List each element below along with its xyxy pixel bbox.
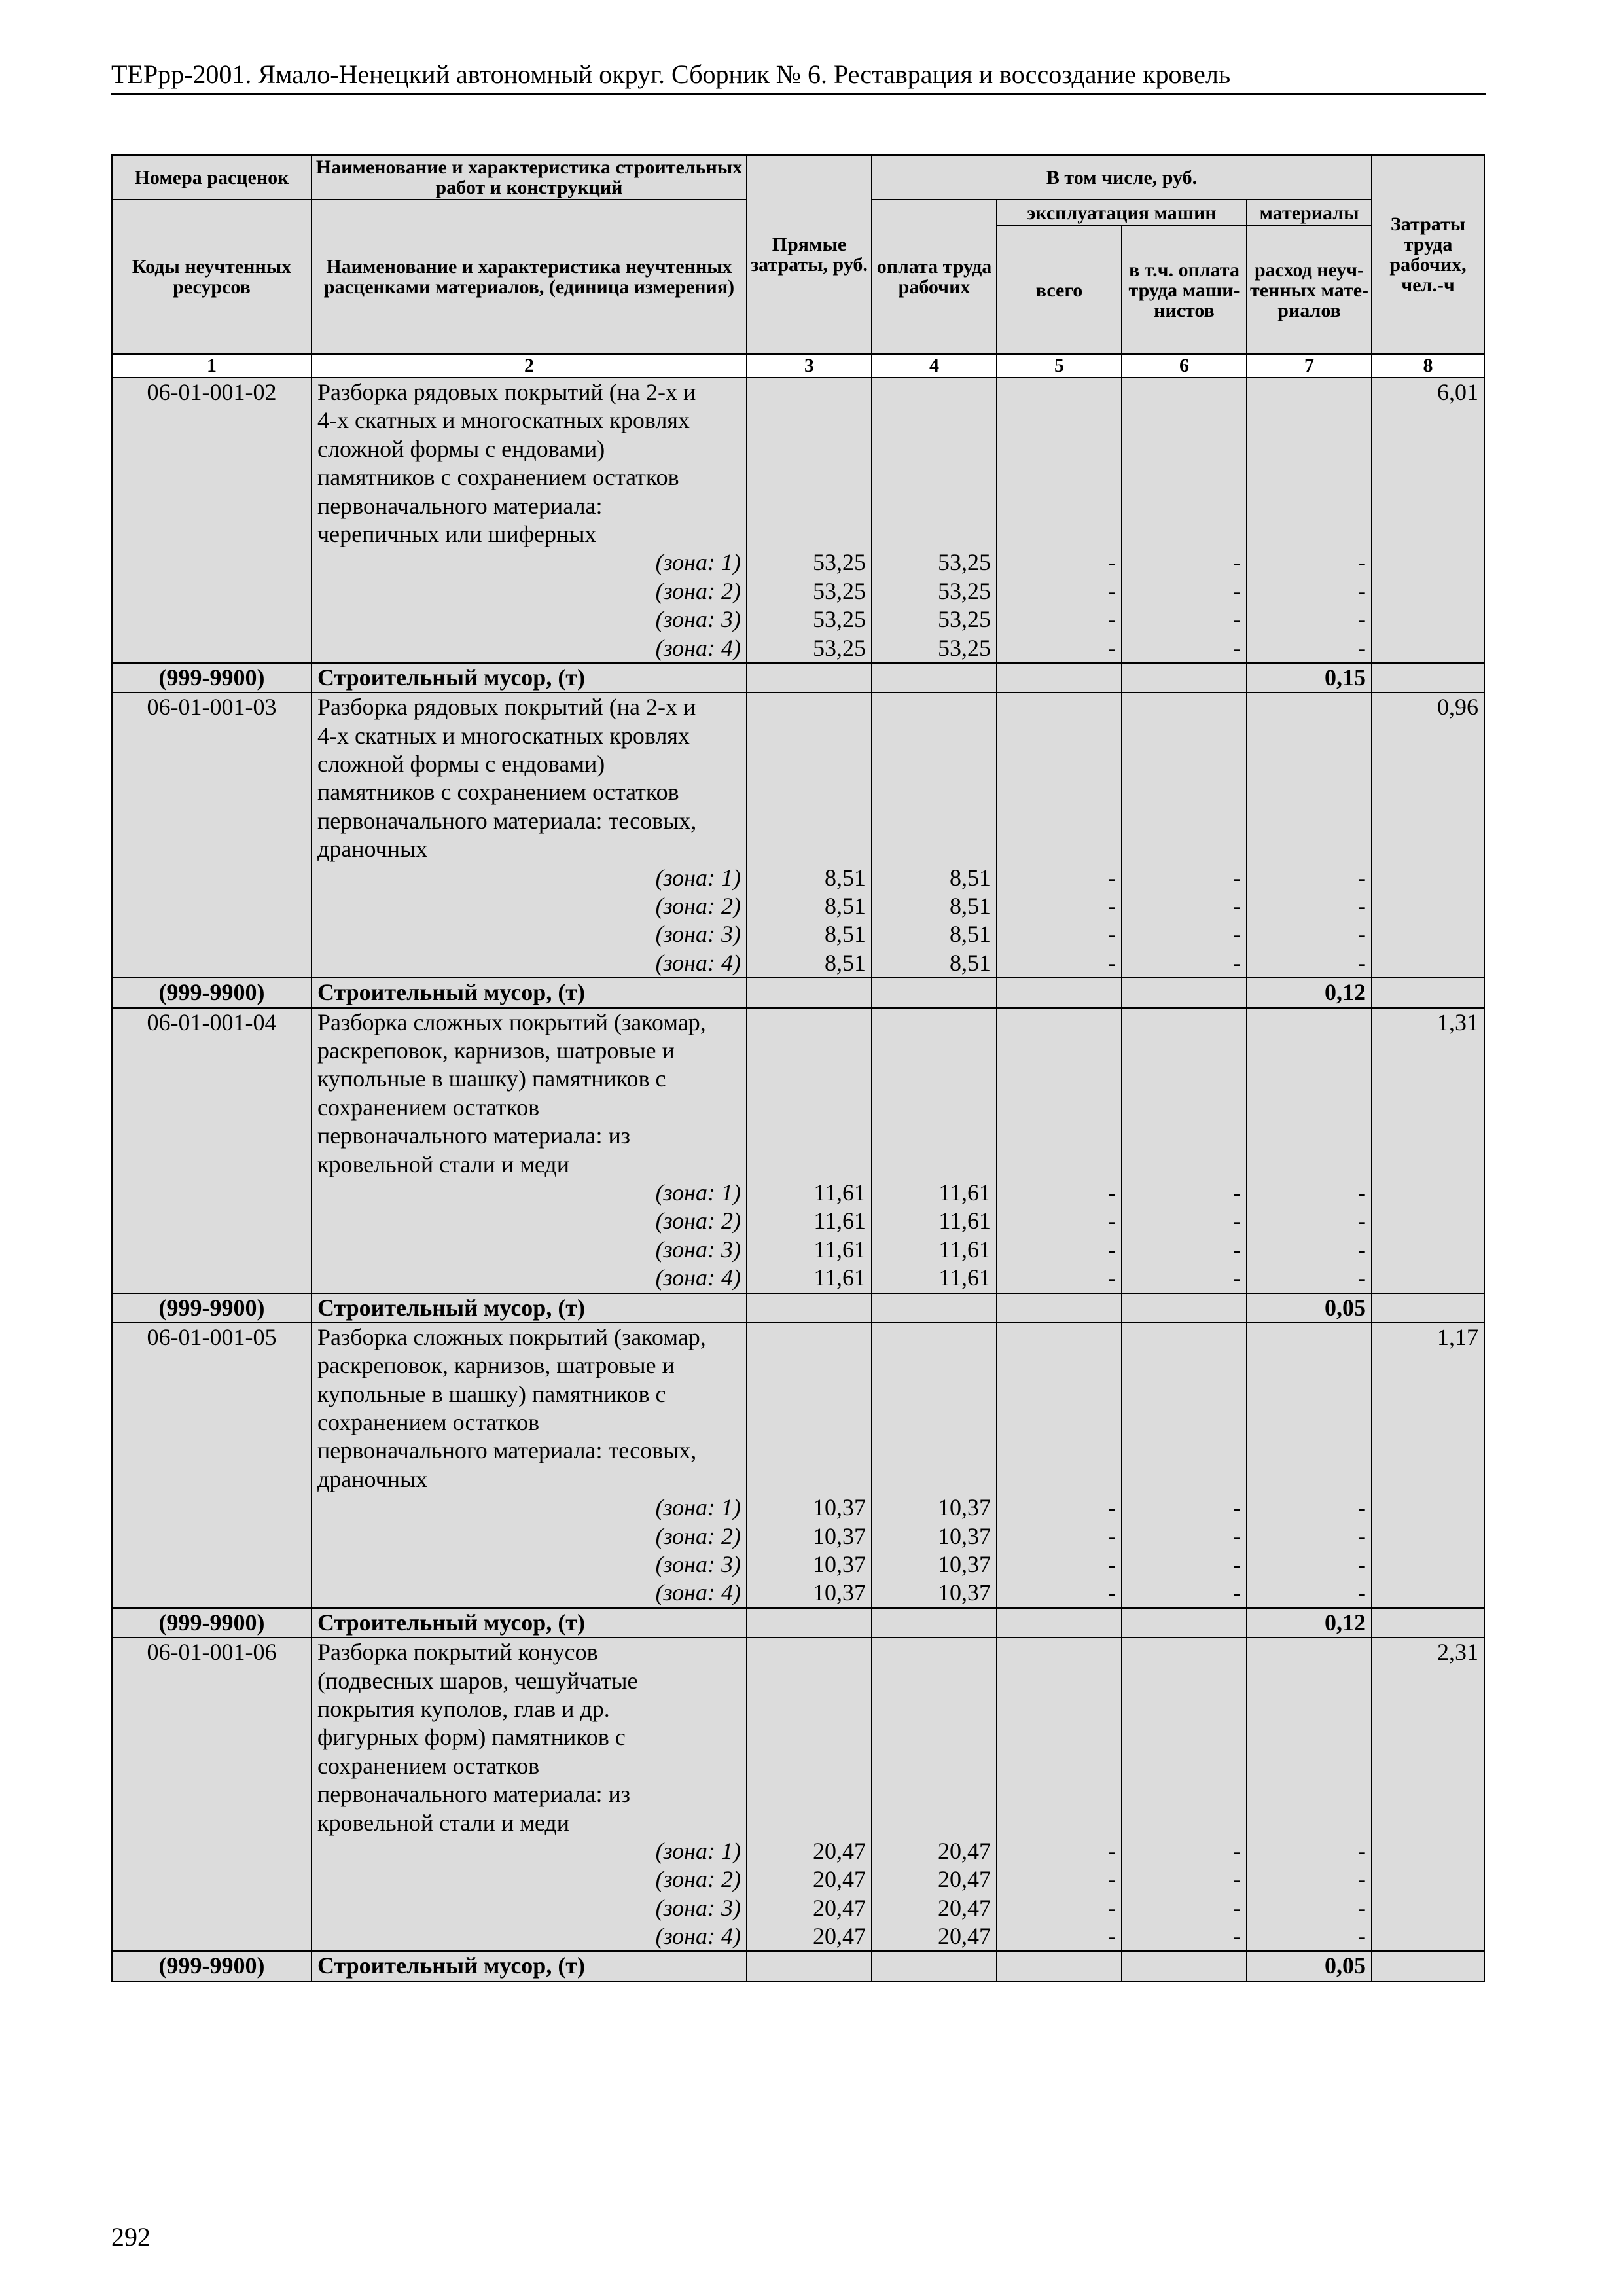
rate-description-line: фигурных форм) памятников с [317,1724,626,1751]
labor-costs-cell [1372,378,1484,663]
rate-description-line: первоначального материала: тесовых, [317,1437,697,1464]
resource-name-cell [312,1608,747,1638]
column-number: 8 [1372,354,1484,378]
worker-wage-value: 20,47 [938,1923,991,1950]
worker-wages-cell [872,1008,997,1293]
machines-total-cell [997,378,1122,663]
machinist-wage-value: - [1233,1236,1241,1263]
direct-cost-value: 20,47 [813,1894,866,1921]
resource-row [112,1293,1484,1323]
materials-value: - [1358,1837,1366,1864]
resource-amount-cell [1247,1608,1372,1638]
column-number: 4 [872,354,997,378]
materials-value: - [1358,1923,1366,1950]
rate-description-line: раскреповок, карнизов, шатровые и [317,1037,675,1064]
resource-name: Строительный мусор, (т) [317,1294,585,1321]
rate-description-line: сохранением остатков [317,1752,540,1779]
rate-description-cell [312,1323,747,1608]
machines-value: - [1108,1551,1116,1578]
table-row [112,378,1484,663]
machines-value: - [1108,1866,1116,1893]
worker-wage-value: 53,25 [938,549,991,576]
column-number: 3 [747,354,872,378]
materials-value: - [1358,549,1366,576]
resource-code-cell [112,978,312,1007]
resource-row [112,978,1484,1007]
machinist-wages-cell [1122,1008,1247,1293]
table-row [112,1638,1484,1951]
direct-costs-cell [747,1323,872,1608]
header-labor-costs: Затраты труда рабочих, чел.-ч [1372,155,1484,354]
rate-code: 06-01-001-04 [147,1009,277,1035]
worker-wage-value: 8,51 [950,921,991,948]
resource-code: (999-9900) [158,1294,265,1321]
worker-wage-value: 11,61 [938,1208,991,1234]
machinist-wage-value: - [1233,549,1241,576]
zone-label: (зона: 3) [655,1236,741,1263]
materials-value: - [1358,864,1366,891]
table-row [112,1323,1484,1608]
rate-description-line: 4-х скатных и многоскатных кровлях [317,407,690,434]
resource-code: (999-9900) [158,1952,265,1979]
zone-label: (зона: 4) [655,1579,741,1606]
machinist-wages-cell [1122,692,1247,978]
zone-label: (зона: 1) [655,864,741,891]
zone-label: (зона: 1) [655,1494,741,1521]
labor-costs-cell [1372,1008,1484,1293]
column-number: 1 [112,354,312,378]
machines-value: - [1108,1236,1116,1263]
machines-value: - [1108,949,1116,976]
zone-label: (зона: 2) [655,1866,741,1893]
machines-total-cell [997,692,1122,978]
rate-description-line: первоначального материала: из [317,1122,631,1149]
rate-description-line: Разборка рядовых покрытий (на 2-х и [317,694,696,721]
materials-value: - [1358,1208,1366,1234]
labor-costs-cell [1372,1638,1484,1951]
machines-value: - [1108,921,1116,948]
rate-description-line: Разборка сложных покрытий (закомар, [317,1323,706,1350]
materials-value: - [1358,921,1366,948]
rate-description-line: (подвесных шаров, чешуйчатые [317,1667,638,1694]
zone-label: (зона: 1) [655,1179,741,1206]
header-worker-wages: оплата труда рабочих [872,200,997,354]
rate-description-line: сохранением остатков [317,1409,540,1436]
direct-cost-value: 11,61 [813,1179,866,1206]
worker-wage-value: 20,47 [938,1894,991,1921]
table-row [112,692,1484,978]
resource-amount-cell [1247,1951,1372,1981]
zone-label: (зона: 3) [655,1551,741,1578]
zone-label: (зона: 2) [655,1208,741,1234]
resource-amount-cell [1247,663,1372,692]
direct-cost-value: 53,25 [813,606,866,633]
direct-cost-value: 20,47 [813,1923,866,1950]
resource-name-cell [312,663,747,692]
materials-value: - [1358,1894,1366,1921]
direct-cost-value: 20,47 [813,1837,866,1864]
table-row [112,1008,1484,1293]
rate-code: 06-01-001-06 [147,1639,277,1666]
rate-description-line: Разборка покрытий конусов [317,1639,598,1666]
resource-code: (999-9900) [158,664,265,691]
resource-code-cell [112,1951,312,1981]
materials-cell [1247,1323,1372,1608]
zone-label: (зона: 4) [655,1923,741,1950]
rate-description-cell [312,1008,747,1293]
rate-description-line: первоначального материала: [317,492,603,519]
rate-description-line: раскреповок, карнизов, шатровые и [317,1352,675,1379]
machines-value: - [1108,1923,1116,1950]
materials-cell [1247,1008,1372,1293]
rate-description-line: Разборка рядовых покрытий (на 2-х и [317,379,696,405]
table-body [112,378,1484,1981]
direct-costs-cell [747,692,872,978]
machinist-wage-value: - [1233,1179,1241,1206]
materials-cell [1247,692,1372,978]
worker-wage-value: 8,51 [950,864,991,891]
direct-cost-value: 10,37 [813,1494,866,1521]
worker-wages-cell [872,1323,997,1608]
resource-amount: 0,15 [1325,664,1366,691]
rate-description-line: кровельной стали и меди [317,1809,569,1836]
column-number: 6 [1122,354,1247,378]
zone-label: (зона: 1) [655,1837,741,1864]
worker-wage-value: 11,61 [938,1179,991,1206]
zone-label: (зона: 4) [655,1265,741,1291]
materials-value: - [1358,606,1366,633]
resource-code: (999-9900) [158,979,265,1006]
resource-code-cell [112,663,312,692]
zone-label: (зона: 4) [655,949,741,976]
materials-value: - [1358,949,1366,976]
machines-value: - [1108,577,1116,604]
direct-cost-value: 53,25 [813,634,866,661]
machinist-wage-value: - [1233,949,1241,976]
machines-total-cell [997,1638,1122,1951]
materials-value: - [1358,577,1366,604]
direct-costs-cell [747,1008,872,1293]
direct-cost-value: 11,61 [813,1236,866,1263]
materials-value: - [1358,1494,1366,1521]
materials-value: - [1358,1236,1366,1263]
machines-total-cell [997,1008,1122,1293]
worker-wages-cell [872,378,997,663]
resource-name-cell [312,978,747,1007]
machinist-wage-value: - [1233,1894,1241,1921]
resource-amount: 0,12 [1325,979,1366,1006]
price-table [111,154,1485,1982]
header-including-group: В том числе, руб. [872,155,1372,200]
direct-cost-value: 8,51 [825,921,866,948]
direct-cost-value: 53,25 [813,549,866,576]
labor-costs-value: 1,17 [1437,1323,1479,1350]
rate-code-cell [112,692,312,978]
rate-code: 06-01-001-03 [147,694,277,721]
machinist-wage-value: - [1233,1522,1241,1549]
machinist-wage-value: - [1233,864,1241,891]
direct-cost-value: 20,47 [813,1866,866,1893]
header-material-name: Наименование и характеристика неучтенных расценками материалов, (единица измерения) [312,200,747,354]
worker-wage-value: 20,47 [938,1837,991,1864]
worker-wage-value: 53,25 [938,606,991,633]
rate-description-line: 4-х скатных и многоскатных кровлях [317,722,690,749]
worker-wage-value: 8,51 [950,949,991,976]
resource-amount-cell [1247,1293,1372,1323]
labor-costs-cell [1372,1323,1484,1608]
machinist-wage-value: - [1233,577,1241,604]
rate-description-line: сложной формы с ендовами) [317,435,605,462]
worker-wage-value: 53,25 [938,577,991,604]
header-machinist-wages: в т.ч. оплата труда маши-нистов [1122,226,1247,354]
rate-description-line: покрытия куполов, глав и др. [317,1695,610,1722]
rate-description-line: сложной формы с ендовами) [317,751,605,778]
labor-costs-value: 0,96 [1437,694,1479,721]
header-materials-group: материалы [1247,200,1372,226]
worker-wage-value: 11,61 [938,1236,991,1263]
running-header: ТЕРрр-2001. Ямало-Ненецкий автономный округ. Сборник № 6. Реставрация и воссоздание кровель [111,58,1486,95]
resource-row [112,663,1484,692]
rate-description-line: сохранением остатков [317,1094,540,1121]
direct-cost-value: 10,37 [813,1551,866,1578]
materials-value: - [1358,1579,1366,1606]
machinist-wage-value: - [1233,1923,1241,1950]
machinist-wage-value: - [1233,1208,1241,1234]
resource-amount: 0,12 [1325,1609,1366,1636]
resource-code: (999-9900) [158,1609,265,1636]
materials-value: - [1358,1179,1366,1206]
rate-description-cell [312,1638,747,1951]
machinist-wage-value: - [1233,1579,1241,1606]
resource-name-cell [312,1293,747,1323]
worker-wage-value: 10,37 [938,1522,991,1549]
labor-costs-value: 1,31 [1437,1009,1479,1035]
zone-label: (зона: 2) [655,893,741,920]
machinist-wage-value: - [1233,1866,1241,1893]
resource-row [112,1951,1484,1981]
machinist-wages-cell [1122,378,1247,663]
rate-description-line: кровельной стали и меди [317,1151,569,1177]
direct-cost-value: 53,25 [813,577,866,604]
worker-wages-cell [872,1638,997,1951]
zone-label: (зона: 3) [655,1894,741,1921]
zone-label: (зона: 2) [655,577,741,604]
machinist-wage-value: - [1233,893,1241,920]
rate-description-line: памятников с сохранением остатков [317,779,679,806]
resource-row [112,1608,1484,1638]
rate-description-line: Разборка сложных покрытий (закомар, [317,1009,706,1035]
machines-value: - [1108,1208,1116,1234]
materials-cell [1247,378,1372,663]
rate-description-cell [312,378,747,663]
machines-value: - [1108,1579,1116,1606]
machines-value: - [1108,893,1116,920]
zone-label: (зона: 4) [655,634,741,661]
materials-value: - [1358,1866,1366,1893]
header-unaccounted-materials: расход неуч-тенных мате-риалов [1247,226,1372,354]
zone-label: (зона: 3) [655,606,741,633]
worker-wages-cell [872,692,997,978]
worker-wage-value: 53,25 [938,634,991,661]
machines-value: - [1108,549,1116,576]
machines-value: - [1108,1837,1116,1864]
direct-cost-value: 10,37 [813,1522,866,1549]
header-rate-numbers: Номера расценок [112,155,312,200]
labor-costs-value: 2,31 [1437,1639,1479,1666]
resource-code-cell [112,1293,312,1323]
materials-cell [1247,1638,1372,1951]
machinist-wage-value: - [1233,634,1241,661]
machinist-wage-value: - [1233,1551,1241,1578]
materials-value: - [1358,1522,1366,1549]
machinist-wages-cell [1122,1638,1247,1951]
machines-total-cell [997,1323,1122,1608]
resource-amount: 0,05 [1325,1294,1366,1321]
materials-value: - [1358,1551,1366,1578]
zone-label: (зона: 1) [655,549,741,576]
materials-value: - [1358,1265,1366,1291]
labor-costs-value: 6,01 [1437,379,1479,405]
rate-description-line: драночных [317,836,428,863]
rate-code-cell [112,1008,312,1293]
worker-wage-value: 11,61 [938,1265,991,1291]
column-number: 7 [1247,354,1372,378]
worker-wage-value: 10,37 [938,1494,991,1521]
machines-value: - [1108,606,1116,633]
direct-cost-value: 10,37 [813,1579,866,1606]
worker-wage-value: 20,47 [938,1866,991,1893]
rate-description-line: первоначального материала: из [317,1781,631,1808]
direct-cost-value: 8,51 [825,949,866,976]
rate-code: 06-01-001-05 [147,1323,277,1350]
rate-description-line: первоначального материала: тесовых, [317,807,697,834]
rate-code: 06-01-001-02 [147,379,277,405]
header-work-name: Наименование и характеристика строительных работ и конструкций [312,155,747,200]
labor-costs-cell [1372,692,1484,978]
rate-description-cell [312,692,747,978]
materials-value: - [1358,893,1366,920]
header-resource-codes: Коды неучтенных ресурсов [112,200,312,354]
header-machines-group: эксплуатация машин [997,200,1247,226]
worker-wage-value: 8,51 [950,893,991,920]
column-number: 5 [997,354,1122,378]
machinist-wage-value: - [1233,1265,1241,1291]
resource-name: Строительный мусор, (т) [317,1609,585,1636]
rate-description-line: черепичных или шиферных [317,520,597,547]
zone-label: (зона: 2) [655,1522,741,1549]
column-number: 2 [312,354,747,378]
page-number: 292 [111,2222,151,2251]
machinist-wages-cell [1122,1323,1247,1608]
worker-wage-value: 10,37 [938,1551,991,1578]
machines-value: - [1108,1265,1116,1291]
rate-description-line: купольные в шашку) памятников с [317,1380,666,1407]
direct-costs-cell [747,1638,872,1951]
machines-value: - [1108,1494,1116,1521]
direct-cost-value: 8,51 [825,893,866,920]
machinist-wage-value: - [1233,606,1241,633]
direct-cost-value: 11,61 [813,1208,866,1234]
direct-cost-value: 8,51 [825,864,866,891]
header-machines-total: всего [997,226,1122,354]
resource-name-cell [312,1951,747,1981]
resource-amount: 0,05 [1325,1952,1366,1979]
resource-name: Строительный мусор, (т) [317,1952,585,1979]
machines-value: - [1108,1894,1116,1921]
machines-value: - [1108,864,1116,891]
header-direct-costs: Прямые затраты, руб. [747,155,872,354]
machines-value: - [1108,1522,1116,1549]
materials-value: - [1358,634,1366,661]
machinist-wage-value: - [1233,1494,1241,1521]
rate-code-cell [112,378,312,663]
machinist-wage-value: - [1233,921,1241,948]
machinist-wage-value: - [1233,1837,1241,1864]
direct-costs-cell [747,378,872,663]
rate-description-line: памятников с сохранением остатков [317,464,679,491]
rate-description-line: драночных [317,1465,428,1492]
machines-value: - [1108,1179,1116,1206]
worker-wage-value: 10,37 [938,1579,991,1606]
zone-label: (зона: 3) [655,921,741,948]
direct-cost-value: 11,61 [813,1265,866,1291]
resource-name: Строительный мусор, (т) [317,979,585,1006]
resource-amount-cell [1247,978,1372,1007]
machines-value: - [1108,634,1116,661]
rate-code-cell [112,1323,312,1608]
rate-code-cell [112,1638,312,1951]
rate-description-line: купольные в шашку) памятников с [317,1066,666,1092]
resource-name: Строительный мусор, (т) [317,664,585,691]
resource-code-cell [112,1608,312,1638]
